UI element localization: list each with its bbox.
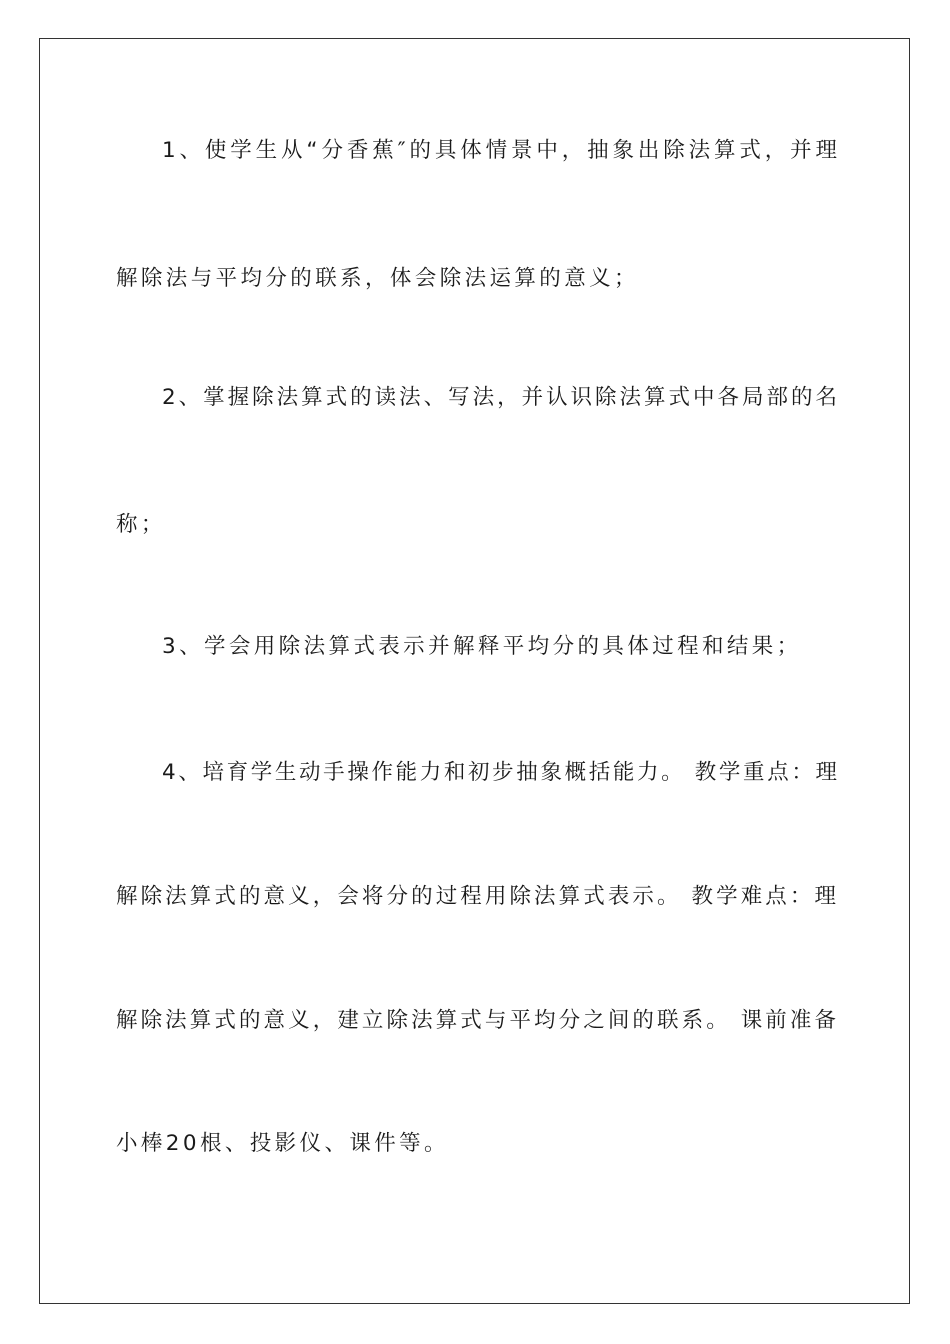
objective-3-line-1: 3、学会用除法算式表示并解释平均分的具体过程和结果； (162, 634, 802, 659)
objective-2-line-2: 称； (116, 512, 166, 537)
preparation-line: 小棒20根、投影仪、课件等。 (116, 1131, 449, 1156)
objective-1-line-1: 1、使学生从“分香蕉″的具体情景中，抽象出除法算式，并理 (162, 138, 837, 163)
page-border (39, 38, 910, 1304)
objective-2-line-1: 2、掌握除法算式的读法、写法，并认识除法算式中各局部的名 (162, 385, 837, 410)
objective-4-line-1: 4、培育学生动手操作能力和初步抽象概括能力。 教学重点：理 (162, 760, 837, 785)
key-point-line: 解除法算式的意义，会将分的过程用除法算式表示。 教学难点：理 (116, 884, 836, 909)
objective-1-line-2: 解除法与平均分的联系，体会除法运算的意义； (116, 266, 639, 291)
difficulty-line: 解除法算式的意义，建立除法算式与平均分之间的联系。 课前准备 (116, 1008, 836, 1033)
